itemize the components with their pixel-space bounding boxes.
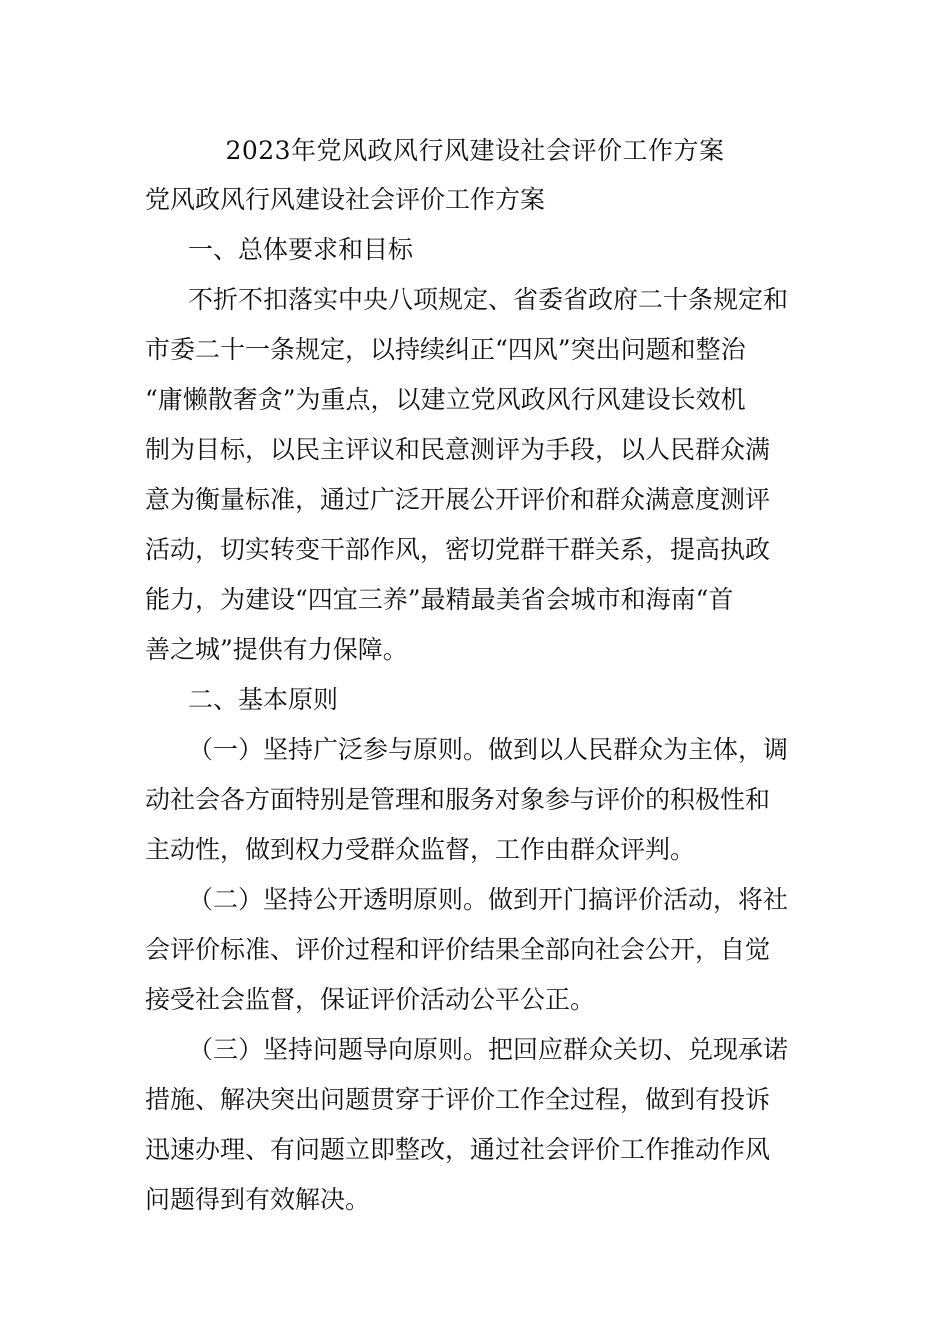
principle-2-line: 接受社会监督，保证评价活动公平公正。 bbox=[145, 985, 596, 1014]
principle-3-line: 问题得到有效解决。 bbox=[145, 1185, 371, 1214]
section-2-heading: 二、基本原则 bbox=[188, 685, 339, 714]
principle-3-line: （三）坚持问题导向原则。把回应群众关切、兑现承诺 bbox=[188, 1035, 789, 1064]
principle-1-line: （一）坚持广泛参与原则。做到以人民群众为主体，调 bbox=[188, 735, 789, 764]
principle-3-line: 措施、解决突出问题贯穿于评价工作全过程，做到有投诉 bbox=[145, 1085, 771, 1114]
paragraph-line: 制为目标，以民主评议和民意测评为手段，以人民群众满 bbox=[145, 435, 771, 464]
paragraph-line: 不折不扣落实中央八项规定、省委省政府二十条规定和 bbox=[188, 285, 789, 314]
document-subtitle: 党风政风行风建设社会评价工作方案 bbox=[145, 185, 546, 214]
paragraph-line: 市委二十一条规定，以持续纠正“四风”突出问题和整治 bbox=[145, 335, 746, 364]
principle-3-line: 迅速办理、有问题立即整改，通过社会评价工作推动作风 bbox=[145, 1135, 771, 1164]
paragraph-line: “庸懒散奢贪”为重点，以建立党风政风行风建设长效机 bbox=[145, 385, 746, 414]
paragraph-line: 善之城”提供有力保障。 bbox=[145, 635, 408, 664]
principle-2-line: 会评价标准、评价过程和评价结果全部向社会公开，自觉 bbox=[145, 935, 771, 964]
paragraph-line: 活动，切实转变干部作风，密切党群干群关系，提高执政 bbox=[145, 535, 771, 564]
paragraph-line: 意为衡量标准，通过广泛开展公开评价和群众满意度测评 bbox=[145, 485, 771, 514]
section-1-heading: 一、总体要求和目标 bbox=[188, 235, 414, 264]
principle-1-line: 动社会各方面特别是管理和服务对象参与评价的积极性和 bbox=[145, 785, 771, 814]
principle-2-line: （二）坚持公开透明原则。做到开门搞评价活动，将社 bbox=[188, 885, 789, 914]
document-title: 2023年党风政风行风建设社会评价工作方案 bbox=[225, 136, 725, 165]
principle-1-line: 主动性，做到权力受群众监督，工作由群众评判。 bbox=[145, 835, 696, 864]
paragraph-line: 能力，为建设“四宜三养”最精最美省会城市和海南“首 bbox=[145, 585, 734, 614]
